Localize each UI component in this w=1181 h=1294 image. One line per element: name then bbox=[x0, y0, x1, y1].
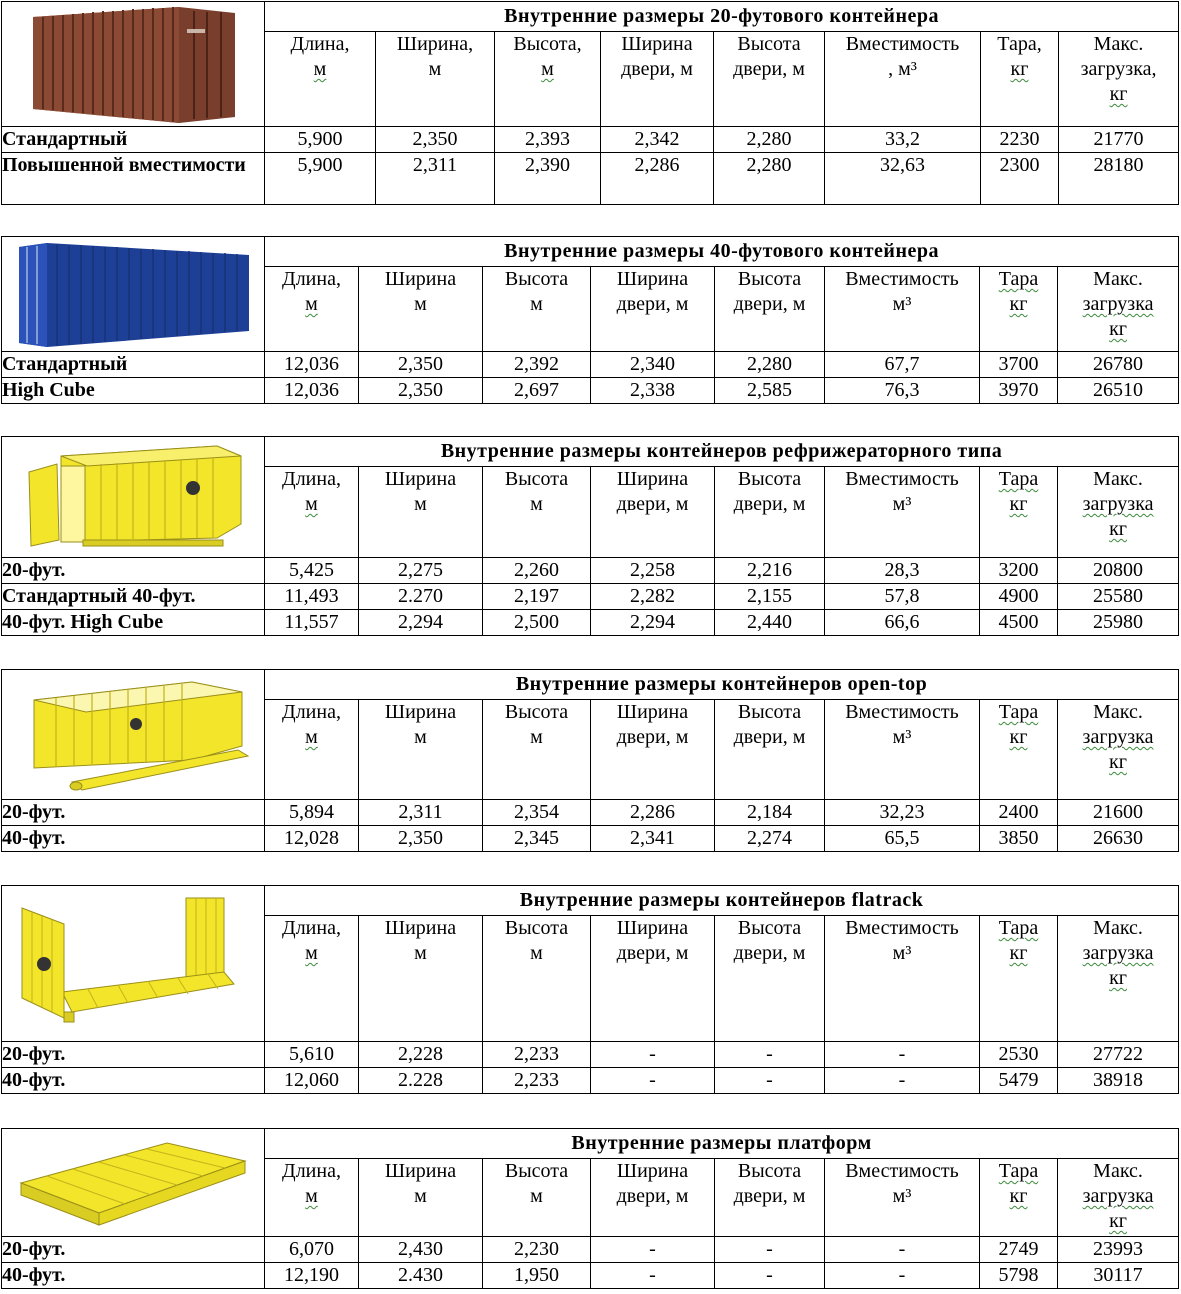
col-header-tare: Тара кг bbox=[980, 467, 1058, 558]
cell-door-width: 2,341 bbox=[591, 826, 715, 852]
cell-width: 2,294 bbox=[359, 610, 483, 636]
col-header-height: Высота м bbox=[483, 916, 591, 1042]
row-name: 40-фут. bbox=[2, 1263, 265, 1289]
platform-image bbox=[2, 1129, 265, 1237]
container-reefer-image bbox=[2, 437, 265, 558]
col-header-door-height: Высота двери, м bbox=[714, 32, 825, 127]
cell-max-load: 23993 bbox=[1058, 1237, 1179, 1263]
row-name: 20-фут. bbox=[2, 800, 265, 826]
cell-capacity: - bbox=[825, 1237, 980, 1263]
col-header-tare: Тара кг bbox=[980, 1159, 1058, 1237]
cell-length: 5,894 bbox=[265, 800, 359, 826]
row-name: 20-фут. bbox=[2, 558, 265, 584]
cell-capacity: 66,6 bbox=[825, 610, 980, 636]
cell-width: 2,350 bbox=[376, 127, 495, 153]
cell-max-load: 28180 bbox=[1059, 153, 1179, 205]
col-header-length: Длина, м bbox=[265, 700, 359, 800]
cell-door-height: 2,440 bbox=[715, 610, 825, 636]
cell-door-height: 2,184 bbox=[715, 800, 825, 826]
cell-tare: 2230 bbox=[981, 127, 1059, 153]
col-header-width: Ширина м bbox=[359, 467, 483, 558]
col-header-capacity: Вместимость м³ bbox=[825, 467, 980, 558]
row-name: Повышенной вместимости bbox=[2, 153, 265, 205]
cell-width: 2.270 bbox=[359, 584, 483, 610]
col-header-door-height: Высота двери, м bbox=[715, 467, 825, 558]
col-header-height: Высота м bbox=[483, 1159, 591, 1237]
col-header-door-height: Высота двери, м bbox=[715, 700, 825, 800]
row-name: Стандартный 40-фут. bbox=[2, 584, 265, 610]
cell-height: 2,233 bbox=[483, 1042, 591, 1068]
cell-height: 2,697 bbox=[483, 378, 591, 404]
cell-width: 2,430 bbox=[359, 1237, 483, 1263]
cell-height: 2,230 bbox=[483, 1237, 591, 1263]
col-header-door-height: Высота двери, м bbox=[715, 916, 825, 1042]
cell-height: 2,393 bbox=[495, 127, 601, 153]
cell-door-width: 2,342 bbox=[601, 127, 714, 153]
col-header-max-load: Макс. загрузка кг bbox=[1058, 467, 1179, 558]
table-platforms bbox=[1, 1128, 1179, 1289]
table-row bbox=[2, 153, 1179, 205]
cell-tare: 3850 bbox=[980, 826, 1058, 852]
col-header-length: Длина, м bbox=[265, 916, 359, 1042]
container-flatrack-image bbox=[2, 886, 265, 1042]
col-header-width: Ширина м bbox=[359, 1159, 483, 1237]
col-header-capacity: Вместимость м³ bbox=[825, 267, 980, 352]
col-header-door-width: Ширина двери, м bbox=[591, 700, 715, 800]
col-header-capacity: Вместимость м³ bbox=[825, 916, 980, 1042]
cell-capacity: - bbox=[825, 1042, 980, 1068]
cell-max-load: 21770 bbox=[1059, 127, 1179, 153]
col-header-tare: Тара кг bbox=[980, 916, 1058, 1042]
cell-length: 12,036 bbox=[265, 352, 359, 378]
cell-door-width: 2,340 bbox=[591, 352, 715, 378]
row-name: 40-фут. bbox=[2, 826, 265, 852]
cell-length: 5,610 bbox=[265, 1042, 359, 1068]
cell-capacity: - bbox=[825, 1068, 980, 1094]
cell-width: 2.430 bbox=[359, 1263, 483, 1289]
cell-door-height: - bbox=[715, 1042, 825, 1068]
cell-height: 2,390 bbox=[495, 153, 601, 205]
table-title: Внутренние размеры платформ bbox=[265, 1129, 1179, 1159]
col-header-height: Высота м bbox=[483, 267, 591, 352]
col-header-capacity: Вместимость м³ bbox=[825, 1159, 980, 1237]
cell-door-height: - bbox=[715, 1263, 825, 1289]
col-header-length: Длина, м bbox=[265, 467, 359, 558]
cell-width: 2,350 bbox=[359, 826, 483, 852]
cell-max-load: 20800 bbox=[1058, 558, 1179, 584]
col-header-tare: Тара кг bbox=[980, 267, 1058, 352]
cell-capacity: - bbox=[825, 1263, 980, 1289]
col-header-door-width: Ширина двери, м bbox=[591, 267, 715, 352]
cell-height: 2,500 bbox=[483, 610, 591, 636]
cell-height: 2,233 bbox=[483, 1068, 591, 1094]
col-header-width: Ширина, м bbox=[376, 32, 495, 127]
table-row bbox=[2, 1042, 1179, 1068]
table-open-top bbox=[1, 669, 1179, 852]
cell-door-width: 2,286 bbox=[591, 800, 715, 826]
col-header-max-load: Макс. загрузка кг bbox=[1058, 267, 1179, 352]
col-header-length: Длина, м bbox=[265, 32, 376, 127]
table-20ft bbox=[1, 1, 1179, 205]
cell-door-height: 2,274 bbox=[715, 826, 825, 852]
cell-tare: 3200 bbox=[980, 558, 1058, 584]
cell-door-width: - bbox=[591, 1263, 715, 1289]
cell-height: 2,345 bbox=[483, 826, 591, 852]
table-row bbox=[2, 610, 1179, 636]
cell-tare: 3700 bbox=[980, 352, 1058, 378]
cell-door-height: 2,280 bbox=[714, 127, 825, 153]
cell-tare: 2749 bbox=[980, 1237, 1058, 1263]
table-row bbox=[2, 378, 1179, 404]
cell-height: 1,950 bbox=[483, 1263, 591, 1289]
col-header-door-width: Ширина двери, м bbox=[591, 467, 715, 558]
row-name: 20-фут. bbox=[2, 1042, 265, 1068]
cell-door-width: 2,282 bbox=[591, 584, 715, 610]
cell-capacity: 76,3 bbox=[825, 378, 980, 404]
cell-width: 2,228 bbox=[359, 1042, 483, 1068]
col-header-capacity: Вместимость , м³ bbox=[825, 32, 981, 127]
cell-length: 6,070 bbox=[265, 1237, 359, 1263]
cell-width: 2,311 bbox=[359, 800, 483, 826]
cell-door-width: - bbox=[591, 1068, 715, 1094]
table-title: Внутренние размеры 40-футового контейнера bbox=[265, 237, 1179, 267]
col-header-door-width: Ширина двери, м bbox=[591, 1159, 715, 1237]
cell-door-height: 2,280 bbox=[714, 153, 825, 205]
col-header-max-load: Макс. загрузка кг bbox=[1058, 916, 1179, 1042]
cell-max-load: 26780 bbox=[1058, 352, 1179, 378]
cell-door-height: 2,280 bbox=[715, 352, 825, 378]
table-row bbox=[2, 584, 1179, 610]
col-header-door-width: Ширина двери, м bbox=[601, 32, 714, 127]
cell-length: 12,060 bbox=[265, 1068, 359, 1094]
cell-length: 11,557 bbox=[265, 610, 359, 636]
col-header-capacity: Вместимость м³ bbox=[825, 700, 980, 800]
cell-door-height: - bbox=[715, 1237, 825, 1263]
table-row bbox=[2, 558, 1179, 584]
table-flatrack bbox=[1, 885, 1179, 1094]
cell-max-load: 30117 bbox=[1058, 1263, 1179, 1289]
col-header-width: Ширина м bbox=[359, 700, 483, 800]
cell-width: 2,311 bbox=[376, 153, 495, 205]
cell-tare: 4500 bbox=[980, 610, 1058, 636]
row-name: 40-фут. High Cube bbox=[2, 610, 265, 636]
cell-tare: 2400 bbox=[980, 800, 1058, 826]
cell-door-height: - bbox=[715, 1068, 825, 1094]
cell-capacity: 65,5 bbox=[825, 826, 980, 852]
cell-length: 12,028 bbox=[265, 826, 359, 852]
table-title: Внутренние размеры контейнеров рефрижераторного типа bbox=[265, 437, 1179, 467]
table-40ft bbox=[1, 236, 1179, 404]
cell-width: 2.228 bbox=[359, 1068, 483, 1094]
table-title: Внутренние размеры контейнеров flatrack bbox=[265, 886, 1179, 916]
col-header-height: Высота м bbox=[483, 700, 591, 800]
cell-max-load: 38918 bbox=[1058, 1068, 1179, 1094]
cell-height: 2,197 bbox=[483, 584, 591, 610]
cell-tare: 4900 bbox=[980, 584, 1058, 610]
col-header-length: Длина, м bbox=[265, 1159, 359, 1237]
col-header-height: Высота, м bbox=[495, 32, 601, 127]
col-header-max-load: Макс. загрузка кг bbox=[1058, 1159, 1179, 1237]
cell-width: 2,350 bbox=[359, 378, 483, 404]
row-name: 40-фут. bbox=[2, 1068, 265, 1094]
cell-door-width: 2,294 bbox=[591, 610, 715, 636]
container-20ft-image bbox=[2, 2, 265, 127]
col-header-height: Высота м bbox=[483, 467, 591, 558]
cell-height: 2,260 bbox=[483, 558, 591, 584]
cell-capacity: 32,23 bbox=[825, 800, 980, 826]
cell-door-width: - bbox=[591, 1237, 715, 1263]
cell-max-load: 26630 bbox=[1058, 826, 1179, 852]
col-header-tare: Тара кг bbox=[980, 700, 1058, 800]
cell-width: 2,350 bbox=[359, 352, 483, 378]
cell-capacity: 28,3 bbox=[825, 558, 980, 584]
table-row bbox=[2, 826, 1179, 852]
col-header-max-load: Макс. загрузка, кг bbox=[1059, 32, 1179, 127]
cell-door-height: 2,155 bbox=[715, 584, 825, 610]
cell-length: 11,493 bbox=[265, 584, 359, 610]
cell-tare: 5479 bbox=[980, 1068, 1058, 1094]
cell-max-load: 27722 bbox=[1058, 1042, 1179, 1068]
row-name: 20-фут. bbox=[2, 1237, 265, 1263]
cell-capacity: 57,8 bbox=[825, 584, 980, 610]
cell-capacity: 33,2 bbox=[825, 127, 981, 153]
cell-door-height: 2,585 bbox=[715, 378, 825, 404]
cell-max-load: 25980 bbox=[1058, 610, 1179, 636]
table-row bbox=[2, 1263, 1179, 1289]
cell-tare: 5798 bbox=[980, 1263, 1058, 1289]
cell-tare: 3970 bbox=[980, 378, 1058, 404]
cell-max-load: 21600 bbox=[1058, 800, 1179, 826]
cell-door-width: 2,338 bbox=[591, 378, 715, 404]
cell-length: 5,425 bbox=[265, 558, 359, 584]
container-40ft-image bbox=[2, 237, 265, 352]
cell-max-load: 25580 bbox=[1058, 584, 1179, 610]
cell-door-width: 2,286 bbox=[601, 153, 714, 205]
table-title: Внутренние размеры 20-футового контейнера bbox=[265, 2, 1179, 32]
col-header-door-width: Ширина двери, м bbox=[591, 916, 715, 1042]
col-header-max-load: Макс. загрузка кг bbox=[1058, 700, 1179, 800]
cell-tare: 2530 bbox=[980, 1042, 1058, 1068]
table-row bbox=[2, 352, 1179, 378]
cell-door-height: 2,216 bbox=[715, 558, 825, 584]
table-row bbox=[2, 1237, 1179, 1263]
cell-door-width: - bbox=[591, 1042, 715, 1068]
row-name: Стандартный bbox=[2, 352, 265, 378]
cell-length: 12,190 bbox=[265, 1263, 359, 1289]
row-name: Стандартный bbox=[2, 127, 265, 153]
table-title: Внутренние размеры контейнеров open-top bbox=[265, 670, 1179, 700]
cell-tare: 2300 bbox=[981, 153, 1059, 205]
table-row bbox=[2, 127, 1179, 153]
table-row bbox=[2, 1068, 1179, 1094]
cell-length: 5,900 bbox=[265, 153, 376, 205]
col-header-door-height: Высота двери, м bbox=[715, 267, 825, 352]
cell-length: 5,900 bbox=[265, 127, 376, 153]
col-header-tare: Тара, кг bbox=[981, 32, 1059, 127]
col-header-width: Ширина м bbox=[359, 267, 483, 352]
col-header-width: Ширина м bbox=[359, 916, 483, 1042]
table-reefer bbox=[1, 436, 1179, 636]
container-open-top-image bbox=[2, 670, 265, 800]
cell-door-width: 2,258 bbox=[591, 558, 715, 584]
cell-height: 2,354 bbox=[483, 800, 591, 826]
cell-length: 12,036 bbox=[265, 378, 359, 404]
row-name: High Cube bbox=[2, 378, 265, 404]
cell-height: 2,392 bbox=[483, 352, 591, 378]
cell-capacity: 32,63 bbox=[825, 153, 981, 205]
cell-width: 2,275 bbox=[359, 558, 483, 584]
table-row bbox=[2, 800, 1179, 826]
cell-capacity: 67,7 bbox=[825, 352, 980, 378]
col-header-length: Длина, м bbox=[265, 267, 359, 352]
col-header-door-height: Высота двери, м bbox=[715, 1159, 825, 1237]
cell-max-load: 26510 bbox=[1058, 378, 1179, 404]
